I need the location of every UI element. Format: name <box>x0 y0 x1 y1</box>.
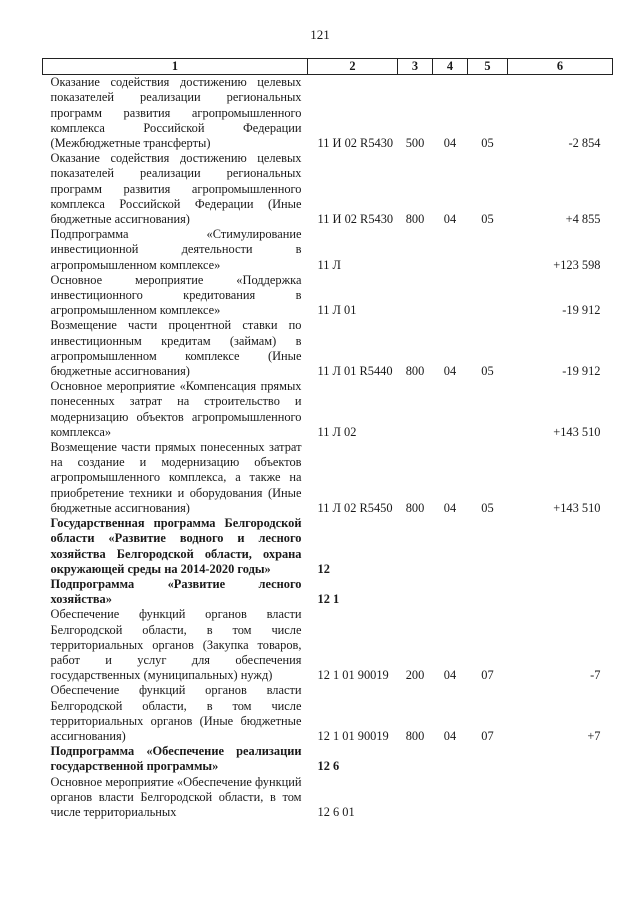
row-subsection: 07 <box>481 668 494 683</box>
row-expense-type: 800 <box>405 212 425 227</box>
row-name: Основное мероприятие «Поддержка инвестиционного кредитования в агропромышленном комплексе» <box>50 272 302 318</box>
row-subsection: 05 <box>481 364 494 379</box>
row-subsection <box>468 744 508 774</box>
row-subsection: 05 <box>481 212 494 227</box>
row-code: 11 И 02 R5430 <box>317 212 394 227</box>
row-code: 12 1 <box>317 592 340 607</box>
row-section <box>433 379 468 440</box>
row-section <box>433 516 468 577</box>
row-name: Возмещение части процентной ставки по инвестиционным кредитам (займам) в агропромышленном комплексе (Иные бюджетные ассигнования) <box>50 318 302 379</box>
row-subsection <box>468 227 508 273</box>
row-code: 12 1 01 90019 <box>317 668 389 683</box>
table-row <box>43 683 613 744</box>
row-section: 04 <box>443 364 457 379</box>
table-row <box>43 318 613 379</box>
row-code: 12 <box>317 561 330 576</box>
row-subsection: 05 <box>481 500 494 515</box>
column-header-6: 6 <box>508 59 613 75</box>
row-section: 04 <box>443 212 457 227</box>
row-code: 11 Л 02 R5450 <box>317 500 393 515</box>
column-header-4: 4 <box>433 59 468 75</box>
row-name: Государственная программа Белгородской области «Развитие водного и лесного хозяйства Белгородской области, охрана окружающей среды на 2014-2020 годы» <box>50 516 302 576</box>
row-expense-type <box>398 577 433 607</box>
row-code: 11 Л 01 <box>317 303 357 318</box>
row-subsection <box>468 577 508 607</box>
column-header-5: 5 <box>468 59 508 75</box>
row-name: Оказание содействия достижению целевых показателей реализации региональных программ развития агропромышленного комплекса Российской Федерации (Иные бюджетные ассигнования) <box>50 151 302 227</box>
row-amount: +123 598 <box>553 257 601 272</box>
table-row <box>43 151 613 227</box>
row-name: Обеспечение функций органов власти Белгородской области, в том числе территориальных органов (Иные бюджетные ассигнования) <box>50 683 302 743</box>
table-body <box>43 75 613 820</box>
row-name: Возмещение части прямых понесенных затрат на создание и модернизацию объектов агропромышленного комплекса, а также на приобретение техники и оборудования (Иные бюджетные ассигнования) <box>50 440 302 515</box>
row-section <box>433 744 468 774</box>
row-section: 04 <box>443 728 457 743</box>
row-section <box>433 227 468 273</box>
column-header-2: 2 <box>308 59 398 75</box>
table-row <box>43 379 613 440</box>
row-amount: -7 <box>590 668 601 683</box>
row-expense-type <box>398 379 433 440</box>
row-expense-type: 800 <box>405 500 425 515</box>
row-name: Подпрограмма «Обеспечение реализации государственной программы» <box>50 744 302 774</box>
row-name: Основное мероприятие «Компенсация прямых понесенных затрат на строительство и модернизацию объектов агропромышленного комплекса» <box>50 379 302 439</box>
row-subsection <box>468 775 508 821</box>
row-expense-type <box>398 744 433 774</box>
row-expense-type <box>398 227 433 273</box>
row-section <box>433 273 468 319</box>
table-row <box>43 577 613 607</box>
row-amount: +143 510 <box>553 500 601 515</box>
row-code: 12 1 01 90019 <box>317 728 389 743</box>
table-row <box>43 75 613 152</box>
column-header-3: 3 <box>398 59 433 75</box>
row-subsection <box>468 273 508 319</box>
row-amount <box>508 577 613 607</box>
row-amount: -19 912 <box>562 364 601 379</box>
row-code: 11 Л 02 <box>317 424 357 439</box>
table-row <box>43 516 613 577</box>
row-expense-type <box>398 273 433 319</box>
row-amount <box>508 775 613 821</box>
row-code: 11 И 02 R5430 <box>317 136 394 151</box>
page-number: 121 <box>310 27 330 42</box>
table-row <box>43 607 613 683</box>
row-name: Основное мероприятие «Обеспечение функций органов власти Белгородской области, в том числе территориальных <box>50 774 302 819</box>
column-header-1: 1 <box>43 59 308 75</box>
table-row <box>43 744 613 774</box>
row-amount <box>508 516 613 577</box>
row-expense-type: 800 <box>405 364 425 379</box>
row-subsection <box>468 516 508 577</box>
row-section <box>433 775 468 821</box>
row-subsection: 05 <box>481 136 494 151</box>
row-subsection: 07 <box>481 728 494 743</box>
row-amount: +4 855 <box>565 212 601 227</box>
row-section: 04 <box>443 500 457 515</box>
row-name: Подпрограмма «Стимулирование инвестиционной деятельности в агропромышленном комплексе» <box>50 227 302 272</box>
row-expense-type: 800 <box>405 728 425 743</box>
row-amount: -2 854 <box>568 136 601 151</box>
table-row <box>43 775 613 821</box>
row-code: 11 Л <box>317 257 341 272</box>
row-amount: -19 912 <box>562 303 601 318</box>
row-name: Подпрограмма «Развитие лесного хозяйства» <box>50 576 302 607</box>
row-expense-type <box>398 775 433 821</box>
row-amount: +7 <box>587 728 601 743</box>
row-code: 12 6 <box>317 759 340 774</box>
row-subsection <box>468 379 508 440</box>
table-header-row <box>43 59 613 75</box>
row-expense-type <box>398 516 433 577</box>
row-name: Обеспечение функций органов власти Белгородской области, в том числе территориальных органов (Закупка товаров, работ и услуг для обеспечения государственных (муниципальных) нужд) <box>50 607 302 683</box>
row-section <box>433 577 468 607</box>
row-code: 11 Л 01 R5440 <box>317 364 393 379</box>
row-section: 04 <box>443 668 457 683</box>
row-amount: +143 510 <box>553 424 601 439</box>
budget-table <box>42 58 613 820</box>
row-expense-type: 500 <box>405 136 425 151</box>
table-row <box>43 227 613 273</box>
row-section: 04 <box>443 136 457 151</box>
row-code: 12 6 01 <box>317 804 355 819</box>
row-expense-type: 200 <box>405 668 425 683</box>
row-amount <box>508 744 613 774</box>
table-row <box>43 440 613 516</box>
table-row <box>43 273 613 319</box>
row-name: Оказание содействия достижению целевых показателей реализации региональных программ развития агропромышленного комплекса Российской Федерации (Межбюджетные трансферты) <box>50 75 302 151</box>
